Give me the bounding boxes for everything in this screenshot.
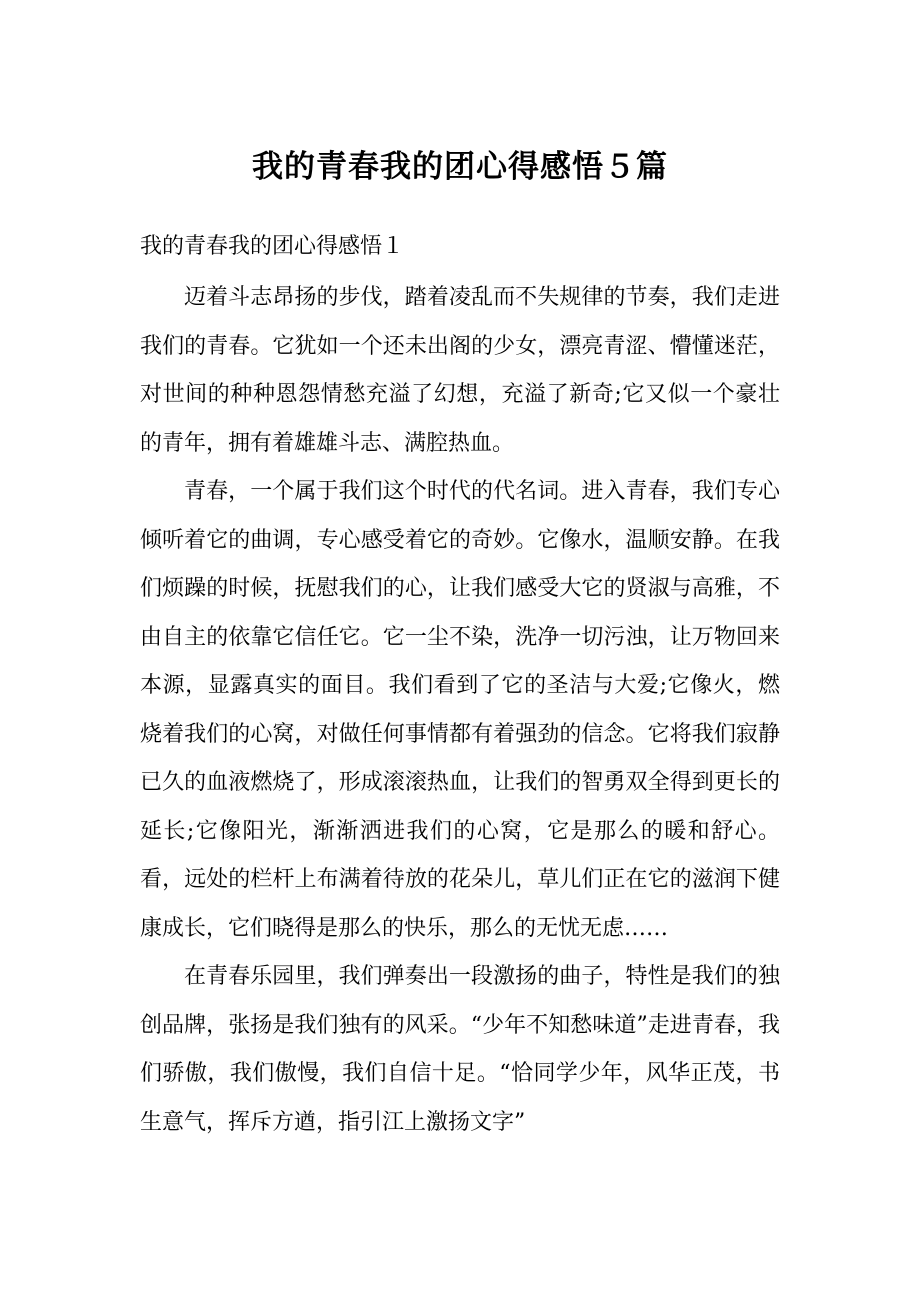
paragraph-1: 迈着斗志昂扬的步伐，踏着凌乱而不失规律的节奏，我们走进我们的青春。它犹如一个还未出阁的少女，漂亮青涩、懵懂迷茫，对世间的种种恩怨情愁充溢了幻想，充溢了新奇;它又似一个豪壮的青年，拥有着雄雄斗志、满腔热血。: [140, 285, 780, 456]
paragraph-3: 在青春乐园里，我们弹奏出一段激扬的曲子，特性是我们的独创品牌，张扬是我们独有的风采。“少年不知愁味道”走进青春，我们骄傲，我们傲慢，我们自信十足。“恰同学少年，风华正茂，书生意气，挥斥方遒，指引江上激扬文字”: [140, 964, 780, 1135]
section-title: 我的青春我的团心得感悟１: [140, 234, 405, 259]
document-body: [140, 274, 780, 1147]
document-title: 我的青春我的团心得感悟５篇: [252, 149, 668, 185]
paragraph-2: 青春，一个属于我们这个时代的代名词。进入青春，我们专心倾听着它的曲调，专心感受着它的奇妙。它像水，温顺安静。在我们烦躁的时候，抚慰我们的心，让我们感受大它的贤淑与高雅，不由自主的依靠它信任它。它一尘不染，洗净一切污浊，让万物回来本源，显露真实的面目。我们看到了它的圣洁与大爱;它像火，燃烧着我们的心窝，对做任何事情都有着强劲的信念。它将我们寂静已久的血液燃烧了，形成滚滚热血，让我们的智勇双全得到更长的延长;它像阳光，渐渐洒进我们的心窝，它是那么的暖和舒心。看，远处的栏杆上布满着待放的花朵儿，草儿们正在它的滋润下健康成长，它们晓得是那么的快乐，那么的无忧无虑……: [140, 479, 780, 941]
